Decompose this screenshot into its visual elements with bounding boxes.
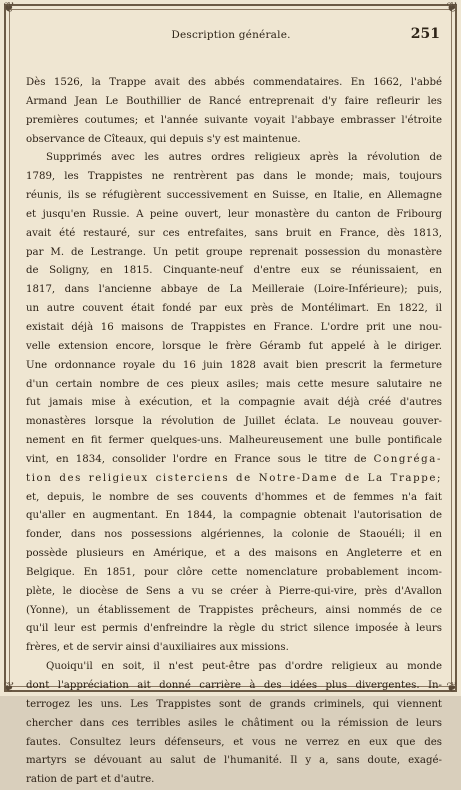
text-line: un autre couvent était fondé par eux près de Montélimart. En 1822, il (26, 303, 442, 315)
corner-ornament-icon: ❦ (3, 0, 15, 16)
text-line: frères, et de servir ainsi d'auxiliaires aux missions. (26, 642, 289, 654)
text-line: velle extension encore, lorsque le frère Géramb fut appelé à le diriger. (26, 340, 442, 352)
text-line: plète, le diocèse de Sens a vu se créer à Pierre-qui-vire, près d'Avallon (26, 585, 442, 597)
text-line: Armand Jean Le Bouthillier de Rancé entreprenait d'y faire refleurir les (26, 95, 442, 107)
text-line: existait déjà 16 maisons de Trappistes en France. L'ordre prit une nou- (26, 321, 442, 333)
corner-ornament-icon: ❦ (446, 680, 458, 696)
page-number: 251 (410, 26, 440, 42)
text-line: d'un certain nombre de ces pieux asiles; mais cette mesure salutaire ne (26, 378, 442, 390)
text-line: fonder, dans nos possessions algériennes, la colonie de Staouéli; il en (26, 529, 442, 541)
text-line: 1817, dans l'ancienne abbaye de La Meilleraie (Loire-Inférieure); puis, (26, 284, 442, 296)
corner-ornament-icon: ❦ (3, 680, 15, 696)
text-line: et jusqu'en Russie. A peine ouvert, leur monastère du canton de Fribourg (26, 208, 442, 220)
text-line: qu'aller en augmentant. En 1844, la compagnie obtenait l'autorisation de (26, 510, 442, 522)
text-line: (Yonne), un établissement de Trappistes prêcheurs, ainsi nommés de ce (26, 604, 442, 616)
text-line: par M. de Lestrange. Un petit groupe reprenait possession du monastère (26, 246, 442, 258)
text-line: vint, en 1834, consolider l'ordre en France sous le titre de Congréga- (26, 453, 442, 465)
text-line: de Soligny, en 1815. Cinquante-neuf d'entre eux se réunissaient, en (26, 265, 442, 277)
text-line: 1789, les Trappistes ne rentrèrent pas dans le monde; mais, toujours (26, 171, 442, 183)
text-line: observance de Cîteaux, qui depuis s'y est maintenue. (26, 133, 301, 145)
text-line: Belgique. En 1851, pour clôre cette nomenclature probablement incom- (26, 566, 442, 578)
running-header (22, 26, 440, 46)
text-line: Supprimés avec les autres ordres religieux après la révolution de (46, 152, 442, 164)
text-line: fut jamais mise à exécution, et la compagnie avait déjà créé d'autres (26, 397, 442, 409)
corner-ornament-icon: ❦ (446, 0, 458, 16)
text-line: fautes. Consultez leurs défenseurs, et vous ne verrez en eux que des (26, 736, 442, 748)
text-line: dont l'appréciation ait donné carrière à des idées plus divergentes. In- (26, 680, 442, 691)
text-line: monastères lorsque la révolution de Juillet éclata. Le nouveau gouver- (26, 416, 442, 428)
text-line: et, depuis, le nombre de ses couvents d'hommes et de femmes n'a fait (26, 491, 442, 503)
text-line: martyrs se dévouant au salut de l'humanité. Il y a, sans doute, exagé- (26, 755, 442, 767)
text-line: premières coutumes; et l'année suivante voyait l'abbaye embrasser l'étroite (26, 114, 442, 126)
text-line: réunis, ils se réfugièrent successivement en Suisse, en Italie, en Allemagne (26, 190, 442, 202)
body-text (26, 74, 442, 790)
text-line: chercher dans ces terribles asiles le châtiment ou la rémission de leurs (26, 717, 442, 729)
text-line: Quoiqu'il en soit, il n'est peut-être pas d'ordre religieux au monde (46, 661, 442, 673)
text-line: ration de part et d'autre. (26, 774, 155, 786)
text-line: terrogez les uns. Les Trappistes sont de grands criminels, qui viennent (26, 698, 442, 710)
running-title: Description générale. (171, 29, 291, 41)
text-line: Dès 1526, la Trappe avait des abbés commendataires. En 1662, l'abbé (26, 77, 442, 88)
text-line: tion des religieux cisterciens de Notre-Dame de La Trappe; (26, 472, 442, 484)
text-line: nement en fit fermer quelques-uns. Malheureusement une bulle pontificale (26, 435, 442, 447)
text-line: Une ordonnance royale du 16 juin 1828 avait bien prescrit la fermeture (26, 359, 442, 371)
text-line: possède plusieurs en Amérique, et a des maisons en Angleterre et en (26, 548, 442, 560)
text-line: avait été restauré, sur ces entrefaites, sans bruit en France, dès 1813, (26, 227, 442, 239)
text-line: qu'il leur est permis d'enfreindre la règle du strict silence imposée à leurs (26, 623, 442, 635)
